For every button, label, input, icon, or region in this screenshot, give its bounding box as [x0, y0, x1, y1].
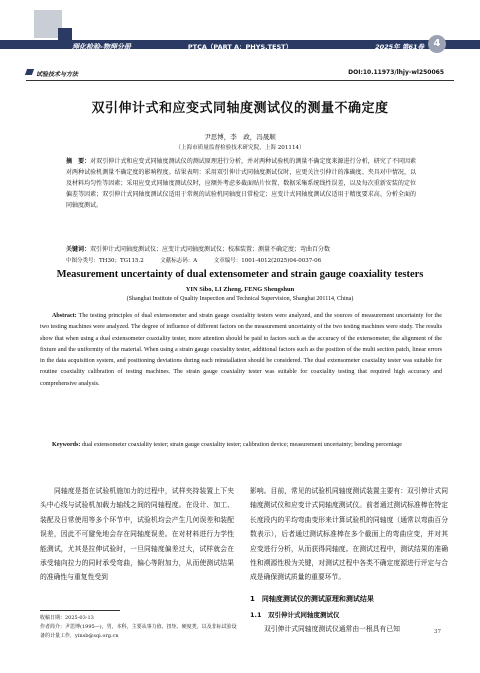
keywords-en [40, 440, 442, 451]
abstract-en-text: The testing principles of dual extensometer and strain gauge coaxiality testers were analyzed, and the sources of measurement uncertainty for the two testing machines were analyzed. The degree of influence of different factors on the measurement uncertainty of the two testing machines were study. The results show that when using a dual extensometer coaxiality tester, more attention should be paid to factors such as the accuracy of the extensometer, the alignment of the fixture and the uniformity of the material. When using a strain gauge coaxiality tester, additional factors such as the position of the multi section patch, linear errors in the data acquisition system, and positioning deviations during each reinstallation should be considered. The dual extensometer coaxiality tester was suitable for routine coaxiality calibration of testing machines. The strain gauge coaxiality tester was suitable for coaxiality testing that required high accuracy and comprehensive analysis. [40, 313, 443, 387]
abstract-cn-label: 摘 要： [66, 158, 91, 165]
footnote [40, 614, 240, 641]
keywords-en-label: Keywords: [52, 442, 81, 448]
page-number: 37 [434, 629, 441, 635]
issue-number-badge: 4 [428, 35, 446, 53]
section-tag: 试验技术与方法 [36, 71, 79, 78]
classification-cn: 中图分类号：TH30；TG115.2 文献标志码：A 文章编号：1001-4012(2025)04-0037-06 [66, 258, 322, 264]
header-rule [26, 80, 454, 81]
footnote-rule [40, 610, 120, 611]
keywords-en-text: dual extensometer coaxiality tester; strain gauge coaxiality tester; calibration device; measurement uncertainty; bending percentage [81, 442, 402, 448]
affiliation-cn: （上海市质量监督检验技术研究院，上海 201114） [175, 145, 305, 151]
title-cn: 双引伸计式和应变式同轴度测试仪的测量不确定度 [91, 101, 389, 116]
doi: DOI:10.11973/lhjy-wl250065 [348, 69, 444, 76]
section-tag-icon [25, 69, 34, 75]
title-en: Measurement uncertainty of dual extensometer and strain gauge coaxiality testers [56, 269, 424, 280]
body-left-column: 同轴度是指在试验机施加力的过程中，试样夹持装置上下夹头中心线与试验机加载力轴线之间的同轴程度。在设计、加工、装配及日常使用等多个环节中，试验机均会产生几何误差和装配误差，因此不可避免地会存在同轴度误差。在对材料进行力学性能测试，尤其是拉伸试验时，一旦同轴度偏差过大，试样就会在承受轴向拉力的同时承受弯曲，偏心等附加力，从而使测试结果的准确性与重复性受到 [40, 487, 234, 582]
journal-name-en: PTCA（PART A：PHYS.TEST） [187, 43, 293, 51]
section-1-heading: 1 同轴度测试仪的测试原理和测试结果 [250, 595, 374, 603]
body-right-column: 影响。目前，常见的试验机同轴度测试装置主要有：双引伸计式同轴度测试仪和应变计式同轴度测试仪。前者通过测试标准棒在特定长度段内的平均弯曲变形来计算试验机的同轴度（通常以弯曲百分数表示），后者通过测试标准棒在多个截面上的弯曲应变，并对其应变进行分析，从而获得同轴度。在测试过程中，测试结果的准确性和溯源性极为关键，对测试过程中各类不确定度源进行评定与合成是确保测试质量的重要环节。 [250, 487, 448, 582]
issue-info: 2025年 第61卷 [375, 43, 424, 51]
abstract-en [40, 311, 442, 390]
affiliation-en: (Shanghai Institute of Quality Inspection and Technical Supervision, Shanghai 201114, China) [126, 296, 354, 302]
footnote-date: 收稿日期：2025-03-13 [40, 615, 94, 621]
footnote-author: 作者简介：尹思博(1995—)，男，本科，主要从事力值、扭矩、硬度类，以及非标试验设备的计量工作，yinsb@sqi.org.cn [40, 624, 237, 639]
abstract-cn [66, 157, 416, 212]
keywords-cn [66, 245, 416, 255]
abstract-en-label: Abstract: [52, 313, 77, 319]
authors-cn: 尹思博，李 政，冯晟顺 [204, 133, 276, 141]
section-1-1-heading: 1.1 双引伸计式同轴度测试仪 [250, 611, 340, 619]
authors-en: YIN Sibo, LI Zheng, FENG Shengshun [185, 286, 295, 293]
abstract-cn-text: 对双引伸计式和应变式同轴度测试仪的测试原理进行分析，并对两种试验机的测量不确定度来源进行分析，研究了不同因素对两种试验机测量不确定度的影响程度。结果表明：采用双引伸计式同轴度测试仪时，应更关注引伸计的准确度、夹具对中情况，以及材料均匀性等因素；采用应变式同轴度测试仪时，应额外考虑多截面贴片位置、数据采集系统线性误差，以及每次重新安装的定位偏差等因素；双引伸计式同轴度测试仪适用于常规的试验机同轴度日常检定；应变计式同轴度测试仪适用于精度要求高、分析全面的同轴度测试。 [66, 158, 416, 209]
body-right-continued: 双引伸计式同轴度测试仪通常由一根具有已知 [264, 625, 400, 633]
keywords-cn-text: 双引伸计式同轴度测试仪；应变计式同轴度测试仪；校准装置；测量不确定度；弯曲百分数 [90, 246, 331, 253]
journal-name-cn: 理化检验-物理分册 [72, 43, 131, 51]
keywords-cn-label: 关键词： [66, 246, 91, 253]
